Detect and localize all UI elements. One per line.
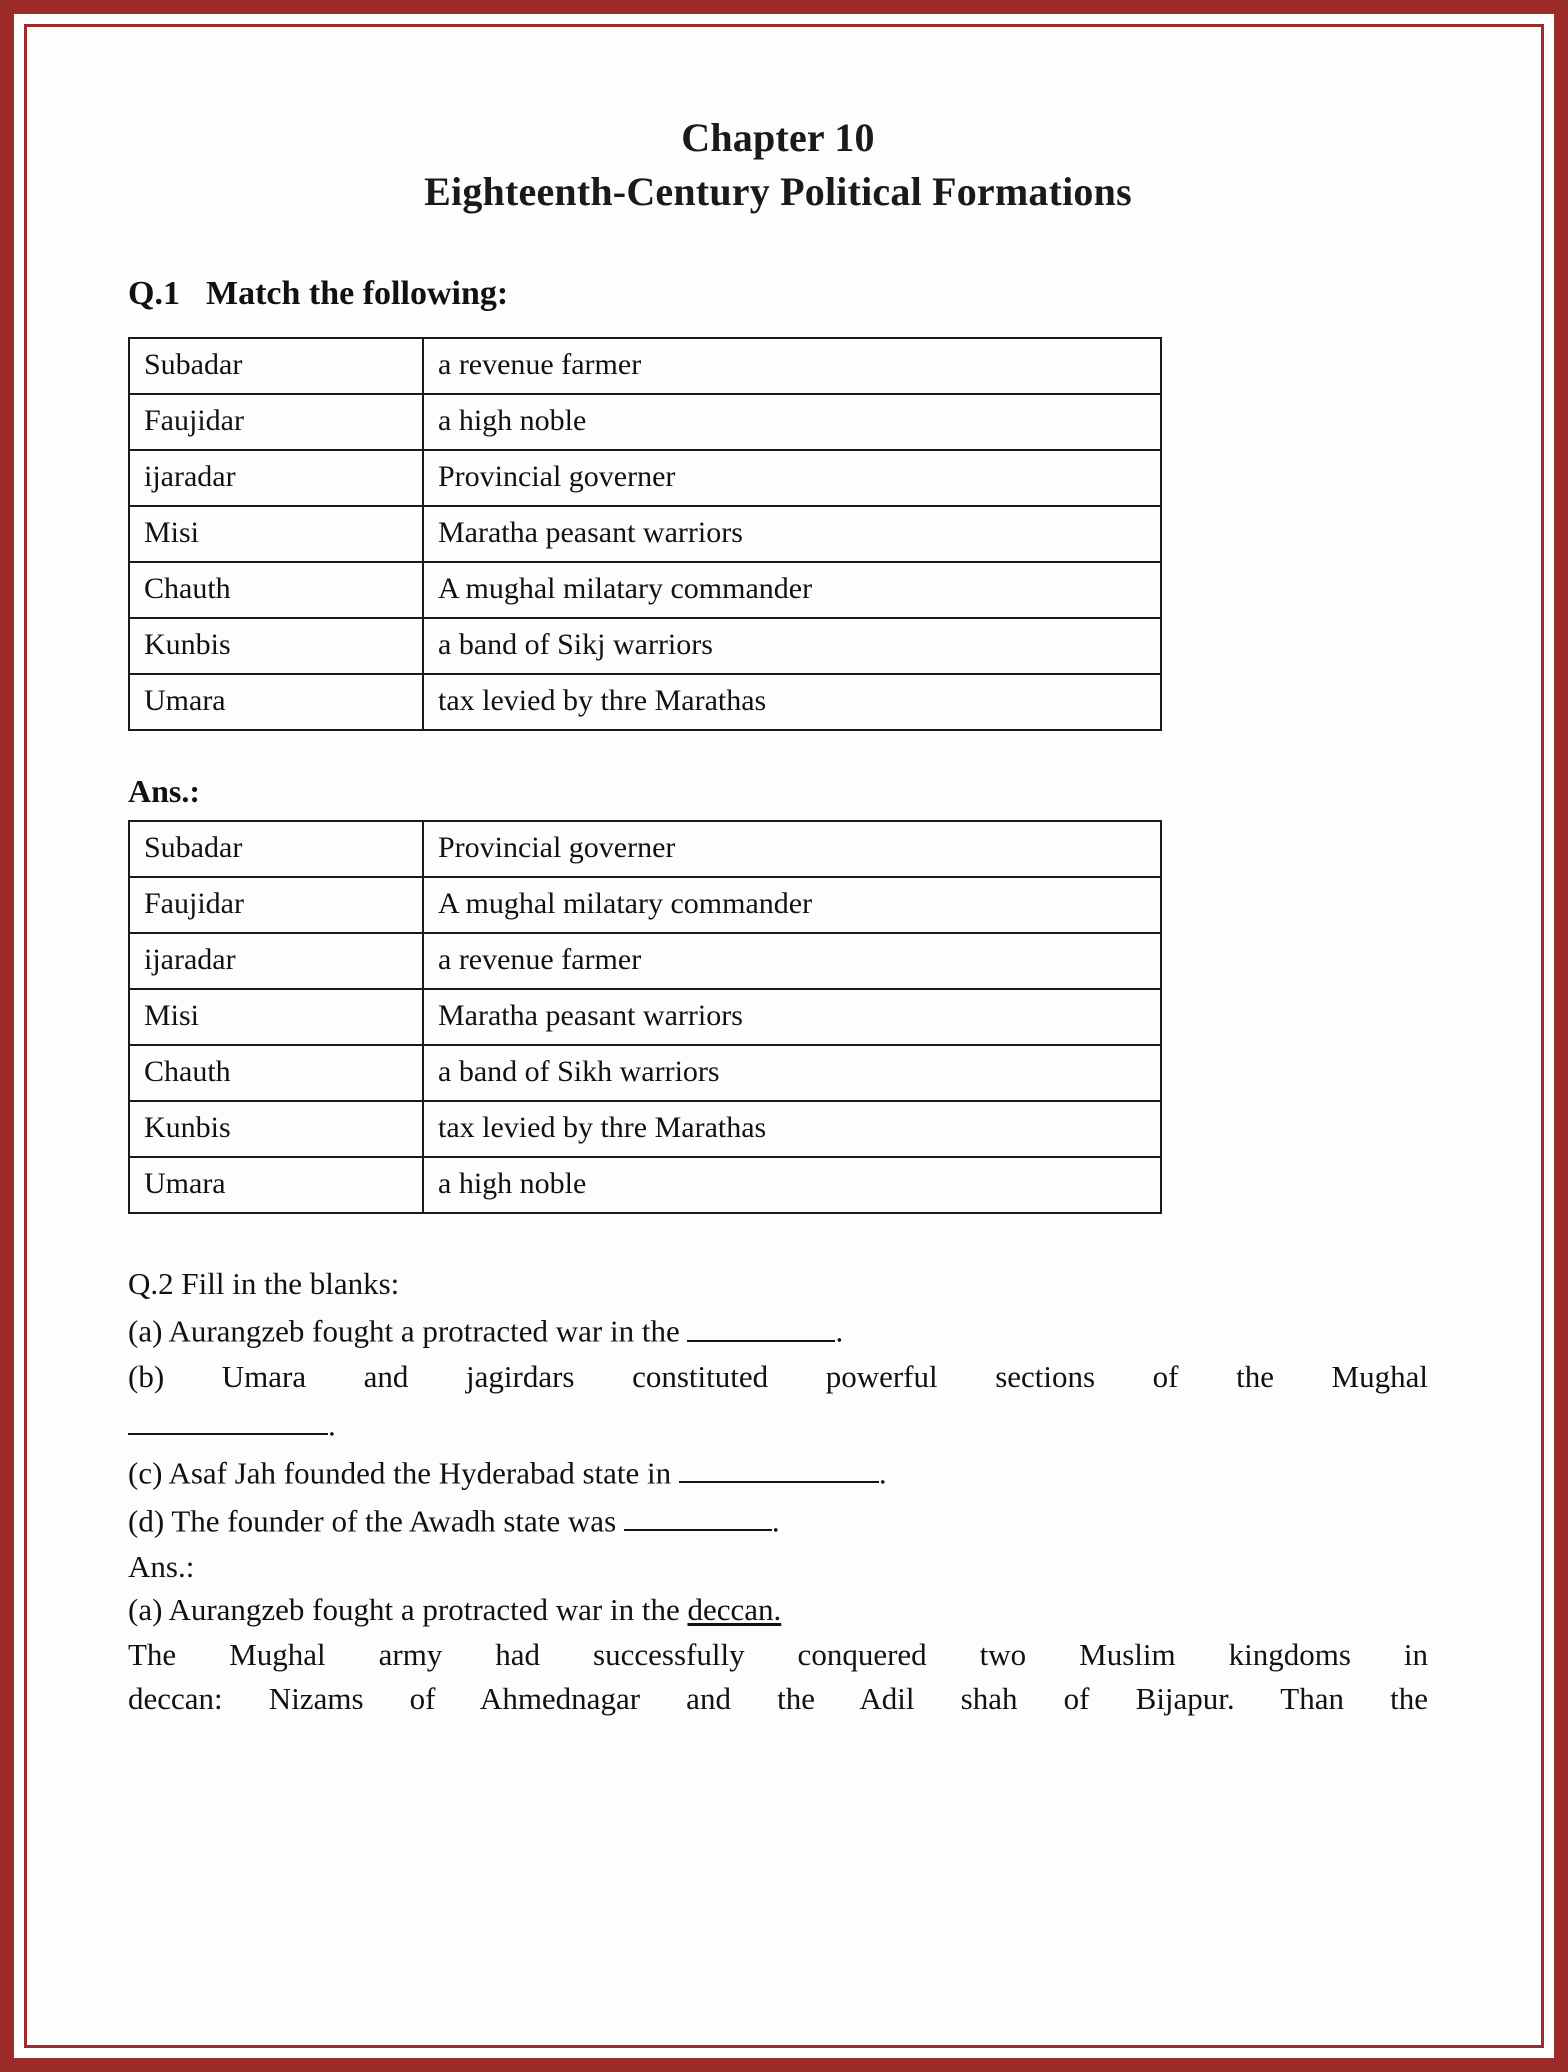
fill-item-d — [128, 1497, 1428, 1543]
table-cell-definition: a high noble — [423, 1157, 1161, 1213]
table-cell-definition: a band of Sikj warriors — [423, 618, 1161, 674]
table-cell-term: Kunbis — [129, 618, 423, 674]
table-cell-definition: Provincial governer — [423, 821, 1161, 877]
table-cell-definition: a revenue farmer — [423, 933, 1161, 989]
table-cell-term: Umara — [129, 1157, 423, 1213]
table-row — [129, 450, 1161, 506]
table-cell-term: Faujidar — [129, 877, 423, 933]
question-2-heading: Q.2 Fill in the blanks: — [128, 1266, 400, 1301]
fill-item-d-period: . — [771, 1503, 780, 1539]
fill-item-a — [128, 1307, 1428, 1353]
answer-item-a-text: (a) Aurangzeb fought a protracted war in the — [128, 1591, 680, 1627]
table-cell-term: ijaradar — [129, 450, 423, 506]
table-cell-definition: a revenue farmer — [423, 338, 1161, 394]
match-answer-table — [128, 820, 1162, 1214]
table-cell-term: Misi — [129, 506, 423, 562]
table-cell-term: Subadar — [129, 821, 423, 877]
question-1-answer-label: Ans.: — [128, 773, 201, 809]
table-cell-term: Kunbis — [129, 1101, 423, 1157]
table-cell-term: Chauth — [129, 562, 423, 618]
question-2-block — [128, 1262, 1428, 1720]
table-cell-definition: Maratha peasant warriors — [423, 989, 1161, 1045]
table-cell-term: Subadar — [129, 338, 423, 394]
table-cell-term: Chauth — [129, 1045, 423, 1101]
table-cell-definition: tax levied by thre Marathas — [423, 1101, 1161, 1157]
table-row — [129, 1157, 1161, 1213]
fill-item-a-text: (a) Aurangzeb fought a protracted war in the — [128, 1313, 680, 1349]
fill-blank-d[interactable] — [624, 1497, 772, 1532]
question-2-answer-label: Ans.: — [128, 1548, 195, 1584]
answer-paragraph-line-2-text: deccan: Nizams of Ahmednagar and the Adil shah of Bijapur. Than the — [128, 1680, 1428, 1716]
page-title: Eighteenth-Century Political Formations — [424, 169, 1132, 214]
answer-paragraph-line-2 — [128, 1677, 1428, 1720]
table-row — [129, 877, 1161, 933]
fill-blank-a[interactable] — [687, 1307, 835, 1342]
table-cell-term: ijaradar — [129, 933, 423, 989]
table-cell-definition: a high noble — [423, 394, 1161, 450]
table-row — [129, 674, 1161, 730]
answer-paragraph-line-1 — [128, 1633, 1428, 1676]
answer-paragraph-line-1-text: The Mughal army had successfully conquered two Muslim kingdoms in — [128, 1637, 1428, 1673]
table-cell-definition: a band of Sikh warriors — [423, 1045, 1161, 1101]
table-row — [129, 338, 1161, 394]
table-cell-term: Misi — [129, 989, 423, 1045]
table-cell-definition: Maratha peasant warriors — [423, 506, 1161, 562]
fill-item-a-period: . — [835, 1313, 844, 1349]
table-row — [129, 933, 1161, 989]
answer-item-a — [128, 1588, 1428, 1631]
table-cell-term: Umara — [129, 674, 423, 730]
table-cell-definition: Provincial governer — [423, 450, 1161, 506]
table-row — [129, 1045, 1161, 1101]
question-1-heading — [128, 275, 1428, 313]
question-1-prompt: Match the following: — [206, 275, 509, 312]
fill-item-b — [128, 1355, 1428, 1398]
fill-item-b-period: . — [328, 1407, 336, 1443]
table-row — [129, 821, 1161, 877]
fill-item-b-text: (b) Umara and jagirdars constituted powerful sections of the Mughal — [128, 1359, 1428, 1395]
document-sheet — [28, 28, 1540, 2044]
chapter-label: Chapter 10 — [681, 115, 875, 160]
table-cell-definition: A mughal milatary commander — [423, 877, 1161, 933]
fill-item-c-period: . — [878, 1455, 887, 1491]
table-row — [129, 562, 1161, 618]
fill-blank-c[interactable] — [679, 1449, 879, 1484]
document-content — [128, 28, 1428, 1720]
fill-blank-b[interactable] — [128, 1401, 328, 1436]
fill-item-c — [128, 1449, 1428, 1495]
fill-item-d-text: (d) The founder of the Awadh state was — [128, 1503, 617, 1539]
table-row — [129, 989, 1161, 1045]
table-row — [129, 1101, 1161, 1157]
answer-item-a-value: deccan. — [687, 1591, 782, 1627]
question-1-number: Q.1 — [128, 275, 180, 312]
table-cell-term: Faujidar — [129, 394, 423, 450]
table-row — [129, 506, 1161, 562]
table-row — [129, 618, 1161, 674]
table-cell-definition: A mughal milatary commander — [423, 562, 1161, 618]
fill-item-c-text: (c) Asaf Jah founded the Hyderabad state in — [128, 1455, 672, 1491]
fill-item-b-continuation — [128, 1401, 1428, 1447]
match-the-following-table — [128, 337, 1162, 731]
table-cell-definition: tax levied by thre Marathas — [423, 674, 1161, 730]
table-row — [129, 394, 1161, 450]
